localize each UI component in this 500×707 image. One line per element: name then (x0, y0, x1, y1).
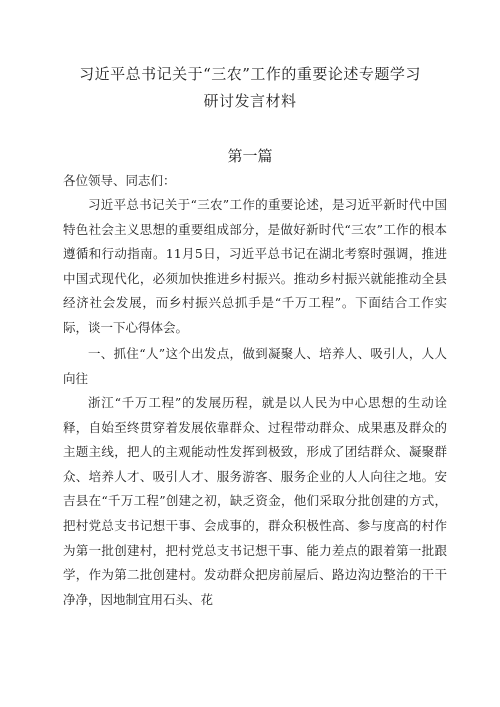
paragraph-body-1: 浙江“千万工程”的发展历程，就是以人民为中心思想的生动诠释，自始至终贯穿着发展依靠群众、过程带动群众、成果惠及群众的主题主线，把人的主观能动性发挥到极致，形成了团结群众、凝聚群众、培养人才、吸引人才、服务游客、服务企业的人人向往之地。安吉县在“千万工程”创建之初，缺乏资金，他们采取分批创建的方式，把村党总支书记想干事、会成事的，群众积极性高、参与度高的村作为第一批创建村，把村党总支书记想干事、能力差点的跟着第一批跟学，作为第二批创建村。发动群众把房前屋后、路边沟边整治的干干净净，因地制宜用石头、花 (63, 395, 447, 607)
paragraph-intro: 习近平总书记关于“三农”工作的重要论述，是习近平新时代中国特色社会主义思想的重要组成部分，是做好新时代“三农”工作的根本遵循和行动指南。11月5日，习近平总书记在湖北考察时强调，推进中国式现代化，必须加快推进乡村振兴。推动乡村振兴就能推动全县经济社会发展，而乡村振兴总抓手是“千万工程”。下面结合工作实际，谈一下心得体会。 (63, 197, 447, 335)
document-title-line-1: 习近平总书记关于“三农”工作的重要论述专题学习 (79, 65, 421, 83)
paragraph-heading-1: 一、抓住“人”这个出发点，做到凝聚人、培养人、吸引人，人人向往 (63, 346, 447, 386)
document-title-line-2: 研讨发言材料 (203, 92, 297, 110)
greeting: 各位领导、同志们： (63, 173, 176, 188)
section-heading: 第一篇 (227, 147, 273, 165)
